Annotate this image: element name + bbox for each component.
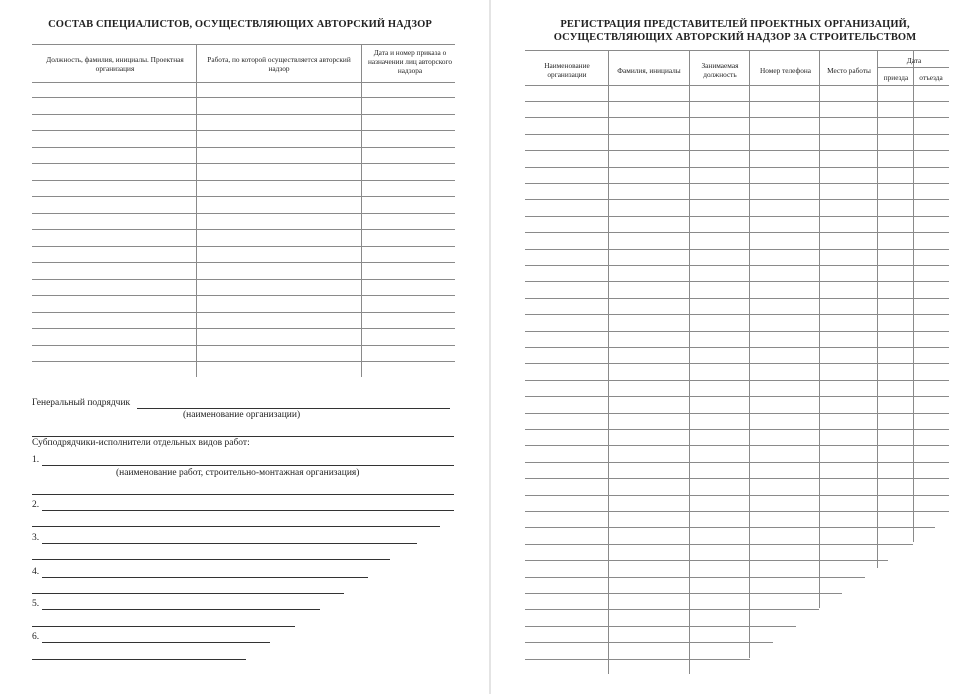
right-page-title-line1: РЕГИСТРАЦИЯ ПРЕДСТАВИТЕЛЕЙ ПРОЕКТНЫХ ОРГАНИЗАЦИЙ, [560, 19, 910, 30]
general-contractor-hint: (наименование организации) [183, 410, 301, 420]
table-column-divider [913, 50, 914, 542]
item-3-field-line2[interactable] [32, 559, 390, 560]
table-rule [525, 85, 949, 86]
table-row [525, 511, 949, 512]
item-number-4: 4. [32, 567, 40, 577]
column-header-organization: Наименование организации [544, 61, 590, 79]
item-6-field[interactable] [42, 642, 270, 643]
subcontractors-label: Субподрядчики-исполнители отдельных видов работ: [32, 438, 250, 448]
column-header-date: Дата [906, 55, 922, 65]
table-column-divider [196, 44, 197, 377]
table-row [32, 130, 455, 131]
table-row [525, 216, 949, 217]
table-column-divider [877, 50, 878, 568]
table-row [32, 361, 455, 362]
table-row [32, 328, 455, 329]
table-row [32, 229, 455, 230]
table-row [32, 246, 455, 247]
column-header-job-title: Занимаемая должность [701, 61, 739, 79]
column-header-phone: Номер телефона [759, 65, 812, 75]
table-row [32, 279, 455, 280]
item-6-field-line2[interactable] [32, 659, 246, 660]
table-row [525, 347, 949, 348]
column-header-work: Работа, по которой осуществляется авторский надзор [207, 55, 351, 73]
general-contractor-field[interactable] [137, 408, 450, 409]
general-contractor-field-line2[interactable] [32, 436, 454, 437]
right-page [491, 0, 979, 694]
column-header-order: Дата и номер приказа о назначении лиц авторского надзора [367, 48, 452, 75]
table-column-divider [749, 50, 750, 658]
item-2-field[interactable] [42, 510, 454, 511]
table-row [525, 544, 913, 545]
table-row [32, 114, 455, 115]
table-row [32, 196, 455, 197]
column-header-workplace: Место работы [827, 65, 871, 75]
table-row [525, 445, 949, 446]
column-header-arrival-date: приезда [883, 72, 909, 82]
table-rule [525, 50, 949, 51]
table-row [525, 659, 750, 660]
table-row [32, 97, 455, 98]
table-column-divider [361, 44, 362, 377]
right-page-title-line2: ОСУЩЕСТВЛЯЮЩИХ АВТОРСКИЙ НАДЗОР ЗА СТРОИТЕЛЬСТВОМ [553, 32, 917, 43]
column-header-position: Должность, фамилия, инициалы. Проектная организация [46, 55, 184, 73]
table-row [525, 380, 949, 381]
table-row [32, 147, 455, 148]
table-rule [32, 44, 455, 45]
table-row [525, 314, 949, 315]
table-row [525, 183, 949, 184]
table-row [525, 281, 949, 282]
item-1-field[interactable] [42, 465, 454, 466]
table-row [32, 312, 455, 313]
table-row [525, 134, 949, 135]
item-1-field-line2[interactable] [32, 494, 454, 495]
table-row [525, 101, 949, 102]
table-column-divider [689, 50, 690, 674]
general-contractor-label: Генеральный подрядчик [32, 398, 131, 408]
column-header-name: Фамилия, инициалы [617, 65, 681, 75]
table-row [525, 150, 949, 151]
table-row [525, 413, 949, 414]
table-row [32, 262, 455, 263]
table-row [525, 199, 949, 200]
table-row [32, 295, 455, 296]
table-row [525, 642, 773, 643]
table-row [32, 213, 455, 214]
item-4-field-line2[interactable] [32, 593, 344, 594]
item-4-field[interactable] [42, 577, 368, 578]
item-5-field[interactable] [42, 609, 320, 610]
table-column-divider [608, 50, 609, 674]
item-5-field-line2[interactable] [32, 626, 295, 627]
table-row [525, 577, 865, 578]
table-row [32, 180, 455, 181]
table-column-divider [819, 50, 820, 608]
table-row [525, 429, 949, 430]
table-row [525, 298, 949, 299]
table-row [525, 249, 949, 250]
table-row [525, 626, 796, 627]
table-row [525, 363, 949, 364]
table-row [525, 609, 819, 610]
item-3-field[interactable] [42, 543, 417, 544]
table-rule [32, 82, 455, 83]
item-number-6: 6. [32, 632, 40, 642]
item-number-3: 3. [32, 533, 40, 543]
item-1-hint: (наименование работ, строительно-монтажная организация) [116, 468, 360, 478]
item-number-2: 2. [32, 500, 40, 510]
table-row [525, 167, 949, 168]
item-number-1: 1. [32, 455, 40, 465]
table-row [32, 345, 455, 346]
table-row [525, 396, 949, 397]
table-row [525, 560, 888, 561]
table-row [525, 462, 949, 463]
table-row [525, 478, 949, 479]
table-row [525, 232, 949, 233]
left-page-title: СОСТАВ СПЕЦИАЛИСТОВ, ОСУЩЕСТВЛЯЮЩИХ АВТОРСКИЙ НАДЗОР [48, 19, 432, 30]
table-row [525, 331, 949, 332]
table-row [525, 117, 949, 118]
item-number-5: 5. [32, 599, 40, 609]
table-row [525, 495, 949, 496]
column-header-departure-date: отъезда [919, 72, 943, 82]
item-2-field-line2[interactable] [32, 526, 440, 527]
table-row [32, 163, 455, 164]
table-row [525, 527, 935, 528]
left-page [0, 0, 489, 694]
table-row [525, 265, 949, 266]
table-row [525, 593, 842, 594]
